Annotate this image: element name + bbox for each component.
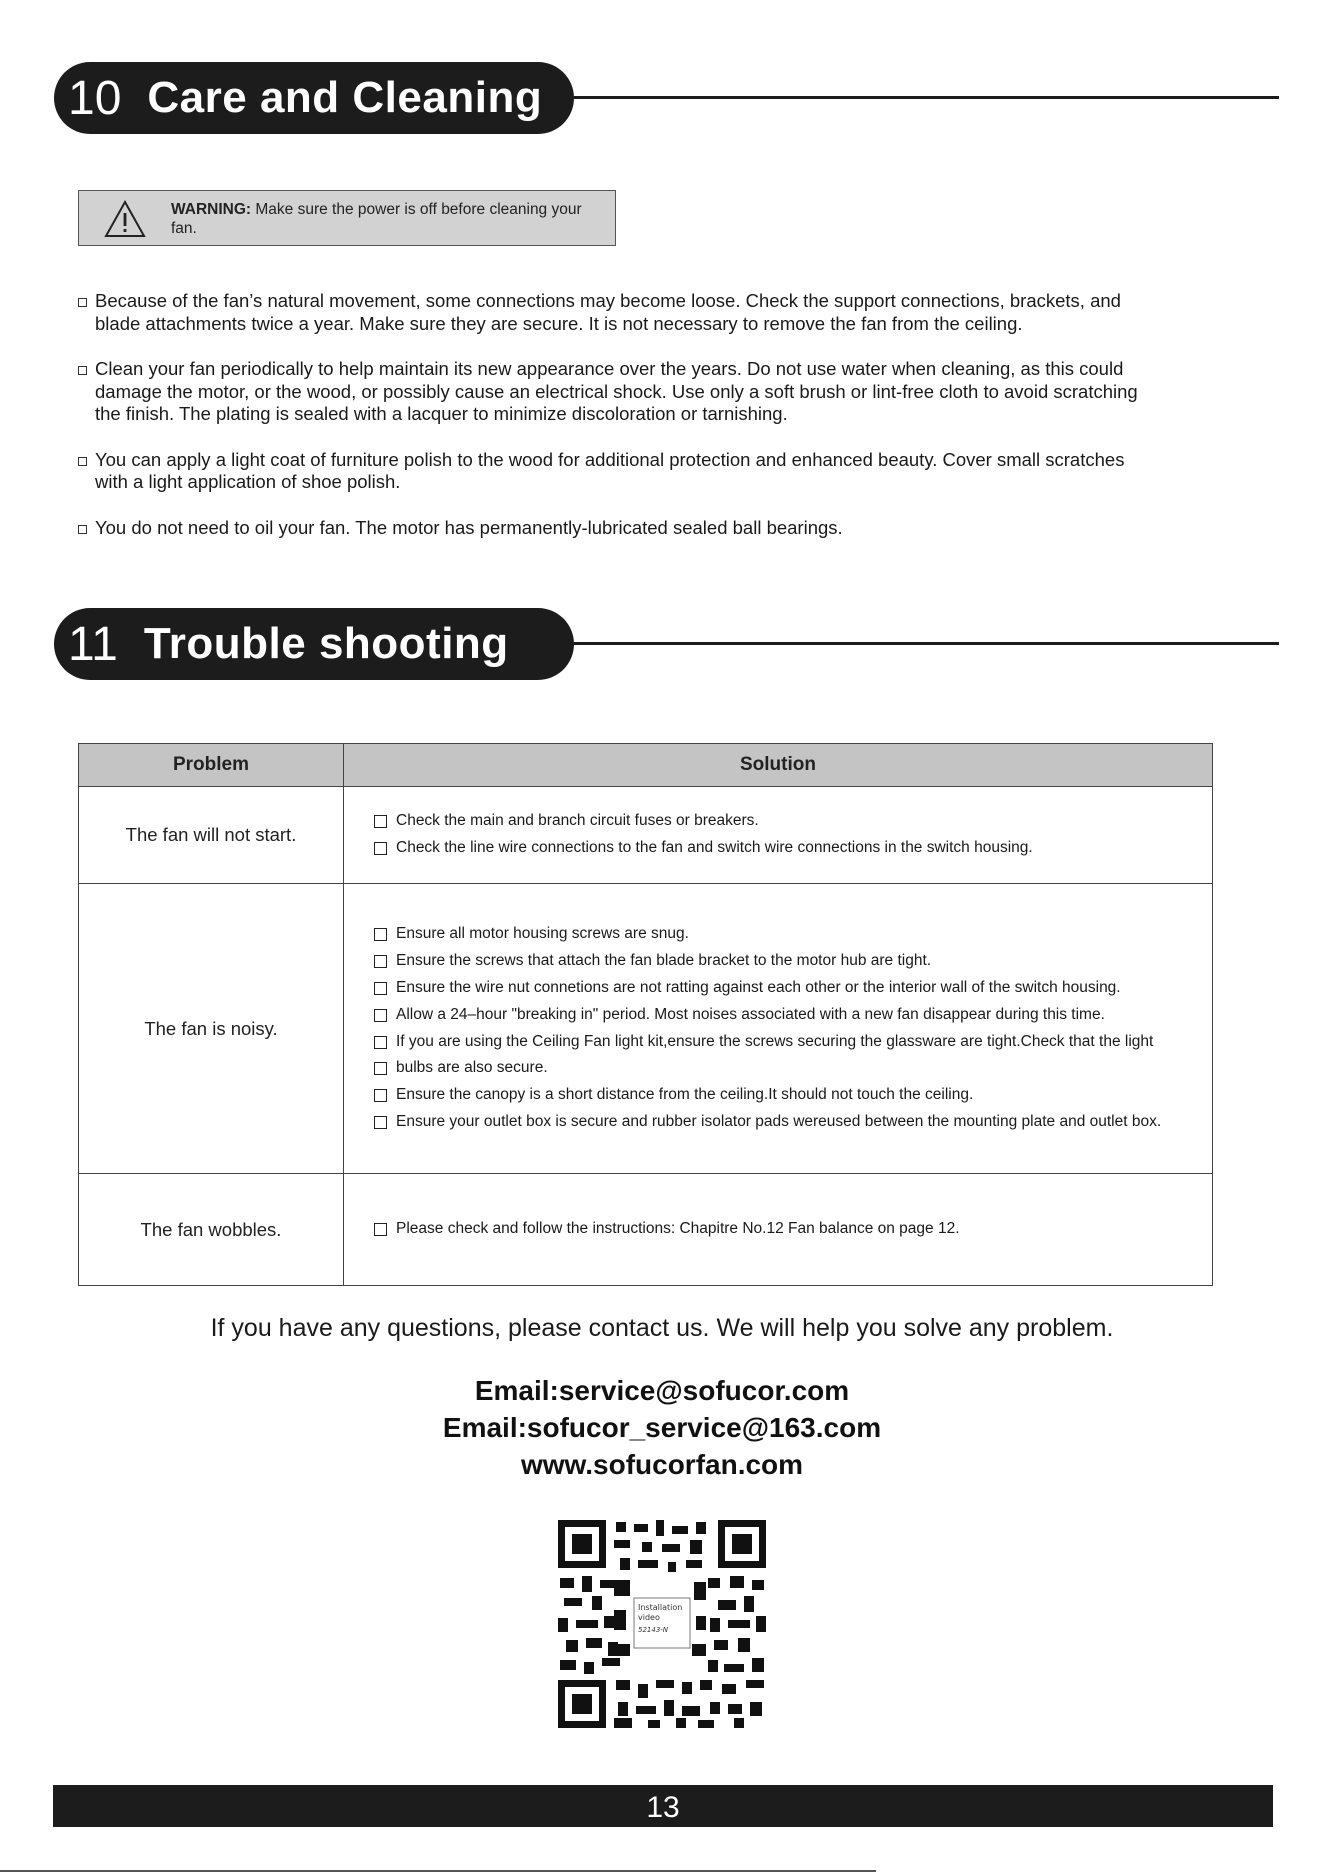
- checkbox-icon: [374, 1089, 387, 1102]
- contact-email-2[interactable]: Email:sofucor_service@163.com: [442, 1412, 882, 1443]
- care-item: [78, 517, 1138, 540]
- solution-item: Ensure the screws that attach the fan blade bracket to the motor hub are tight.: [374, 948, 1212, 975]
- table-header-row: [79, 744, 1213, 787]
- solution-cell: [344, 884, 1213, 1174]
- care-item: [78, 358, 1138, 426]
- bullet-box-icon: [78, 457, 87, 466]
- section-divider: [574, 96, 1279, 99]
- troubleshooting-table: [78, 743, 1213, 1286]
- section-11-pill: [54, 608, 574, 680]
- bullet-box-icon: [78, 525, 87, 534]
- page-number: 13: [646, 1791, 680, 1824]
- solution-item: Please check and follow the instructions: Chapitre No.12 Fan balance on page 12.: [374, 1216, 1212, 1243]
- care-item-text: You do not need to oil your fan. The motor has permanently-lubricated sealed ball bearings.: [95, 516, 843, 538]
- problem-cell: The fan wobbles.: [79, 1174, 344, 1286]
- table-row: [79, 787, 1213, 884]
- solution-header: Solution: [344, 744, 1213, 787]
- contact-message: If you have any questions, please contact us. We will help you solve any problem.: [210, 1314, 1114, 1342]
- section-number: 11: [68, 617, 118, 671]
- checkbox-icon: [374, 1116, 387, 1129]
- bullet-box-icon: [78, 298, 87, 307]
- warning-message: Make sure the power is off before cleaning your fan.: [171, 201, 582, 237]
- checkbox-icon: [374, 1009, 387, 1022]
- solution-item: Ensure all motor housing screws are snug.: [374, 921, 1212, 948]
- care-item: [78, 449, 1138, 494]
- checkbox-icon: [374, 955, 387, 968]
- section-10-pill: [54, 62, 574, 134]
- checkbox-icon: [374, 982, 387, 995]
- checkbox-icon: [374, 1036, 387, 1049]
- warning-text: [171, 200, 611, 238]
- solution-item: Ensure the wire nut connetions are not ratting against each other or the interior wall of the switch housing.: [374, 975, 1212, 1002]
- qr-code-icon[interactable]: [558, 1520, 766, 1728]
- care-item-text: Because of the fan’s natural movement, some connections may become loose. Check the support connections, brackets, and blade attachments twice a year. Make sure they are secure. It is not necessary to remove the fan from the ceiling.: [95, 290, 1121, 334]
- contact-email-1[interactable]: Email:service@sofucor.com: [474, 1375, 850, 1406]
- problem-header: Problem: [79, 744, 344, 787]
- section-number: 10: [68, 71, 122, 125]
- checkbox-icon: [374, 842, 387, 855]
- footer-bar: [53, 1785, 1273, 1827]
- solution-item: Ensure your outlet box is secure and rubber isolator pads wereused between the mounting plate and outlet box.: [374, 1109, 1212, 1136]
- section-divider: [574, 642, 1279, 645]
- solution-item: bulbs are also secure.: [374, 1055, 1212, 1082]
- solution-cell: [344, 787, 1213, 884]
- warning-box: [78, 190, 616, 246]
- qr-label-line1: Installation: [638, 1603, 683, 1612]
- qr-label-line3: 52143-N: [638, 1626, 669, 1634]
- solution-cell: [344, 1174, 1213, 1286]
- solution-item: Check the main and branch circuit fuses or breakers.: [374, 808, 1212, 835]
- solution-item: If you are using the Ceiling Fan light kit,ensure the screws securing the glassware are tight.Check that the light: [374, 1029, 1212, 1056]
- bullet-box-icon: [78, 366, 87, 375]
- section-title: Trouble shooting: [143, 619, 509, 668]
- solution-item: Allow a 24–hour "breaking in" period. Most noises associated with a new fan disappear during this time.: [374, 1002, 1212, 1029]
- checkbox-icon: [374, 1223, 387, 1236]
- checkbox-icon: [374, 928, 387, 941]
- table-row: [79, 884, 1213, 1174]
- section-10-header: [54, 62, 1279, 134]
- table-row: [79, 1174, 1213, 1286]
- solution-item: Check the line wire connections to the fan and switch wire connections in the switch housing.: [374, 835, 1212, 862]
- contact-website[interactable]: www.sofucorfan.com: [520, 1449, 804, 1480]
- care-item: [78, 290, 1138, 335]
- checkbox-icon: [374, 1062, 387, 1075]
- checkbox-icon: [374, 815, 387, 828]
- warning-label: WARNING:: [171, 201, 252, 218]
- problem-cell: The fan will not start.: [79, 787, 344, 884]
- section-title: Care and Cleaning: [147, 73, 543, 122]
- qr-label-line2: video: [638, 1613, 660, 1622]
- section-11-header: [54, 608, 1279, 680]
- care-list: [78, 290, 1138, 562]
- problem-cell: The fan is noisy.: [79, 884, 344, 1174]
- care-item-text: Clean your fan periodically to help maintain its new appearance over the years. Do not use water when cleaning, as this could damage the motor, or the wood, or possibly cause an electrical shock. Use only a soft brush or lint-free cloth to avoid scratching the finish. The plating is sealed with a lacquer to minimize discoloration or tarnishing.: [95, 358, 1138, 424]
- solution-item: Ensure the canopy is a short distance from the ceiling.It should not touch the ceiling.: [374, 1082, 1212, 1109]
- warning-triangle-icon: [103, 199, 147, 239]
- care-item-text: You can apply a light coat of furniture polish to the wood for additional protection and enhanced beauty. Cover small scratches with a light application of shoe polish.: [95, 448, 1125, 492]
